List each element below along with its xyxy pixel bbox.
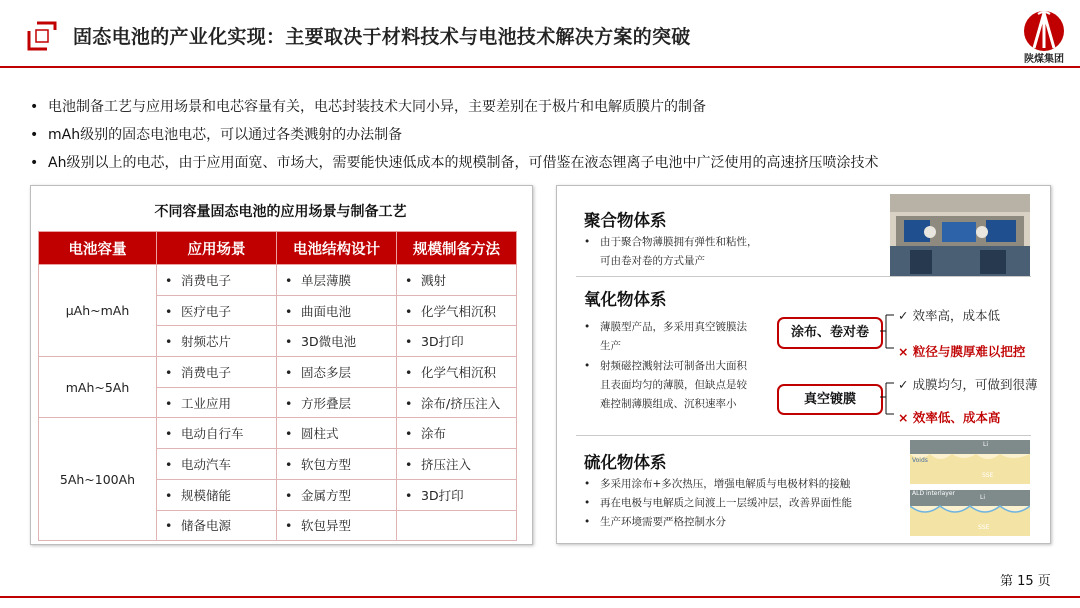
method-cell: • 化学气相沉积 bbox=[397, 357, 517, 388]
sulfide-section-title: 硫化物体系 bbox=[584, 453, 667, 472]
method-cell: • 涂布/挤压注入 bbox=[397, 387, 517, 418]
method-cell: • 挤压注入 bbox=[397, 449, 517, 480]
battery-spec-table bbox=[38, 231, 517, 541]
oxide-desc-vacuum: • 薄膜型产品，多采用真空镀膜法 生产 bbox=[584, 321, 747, 352]
design-cell: • 圆柱式 bbox=[277, 418, 397, 449]
con-item: × 效率低、成本高 bbox=[898, 410, 1001, 425]
design-cell: • 曲面电池 bbox=[277, 295, 397, 326]
header-divider bbox=[0, 66, 1080, 68]
sse-label: SSE bbox=[978, 524, 990, 531]
design-cell: • 软包异型 bbox=[277, 510, 397, 541]
capacity-cell: μAh~mAh bbox=[39, 265, 157, 357]
design-cell: • 方形叠层 bbox=[277, 387, 397, 418]
scene-cell: • 规模储能 bbox=[157, 479, 277, 510]
polymer-section-title: 聚合物体系 bbox=[584, 211, 667, 230]
sulfide-desc: • 多采用涂布+多次热压，增强电解质与电极材料的接触 • 再在电极与电解质之间渡上一层缓冲层，改善界面性能 • 生产环境需要严格控制水分 bbox=[584, 478, 852, 528]
coating-method-box: 涂布、卷对卷 bbox=[777, 317, 883, 349]
scene-cell: • 电动自行车 bbox=[157, 418, 277, 449]
scene-cell: • 消费电子 bbox=[157, 265, 277, 296]
scene-cell: • 消费电子 bbox=[157, 357, 277, 388]
pro-item: ✓ 成膜均匀，可做到很薄 bbox=[898, 377, 1038, 392]
table-row bbox=[39, 357, 517, 388]
ald-interlayer-image bbox=[910, 490, 1030, 536]
column-header: 电池结构设计 bbox=[277, 232, 397, 265]
scene-cell: • 医疗电子 bbox=[157, 295, 277, 326]
li-label: Li bbox=[983, 441, 989, 448]
column-header: 电池容量 bbox=[39, 232, 157, 265]
check-icon: ✓ bbox=[898, 308, 913, 323]
slide-title: 固态电池的产业化实现：主要取决于材料技术与电池技术解决方案的突破 bbox=[73, 26, 691, 48]
capacity-cell: mAh~5Ah bbox=[39, 357, 157, 418]
bullet-item: • 电池制备工艺与应用场景和电芯容量有关，电芯封装技术大同小异，主要差别在于极片和电解质膜片的制备 bbox=[30, 99, 706, 115]
method-cell: • 化学气相沉积 bbox=[397, 295, 517, 326]
interface-voids-image bbox=[910, 440, 1030, 484]
scene-cell: • 储备电源 bbox=[157, 510, 277, 541]
voids-label: Voids bbox=[912, 457, 928, 464]
bracket-connector-icon bbox=[878, 306, 900, 422]
ald-label: ALD interlayer bbox=[912, 490, 956, 497]
oxide-section-title: 氧化物体系 bbox=[584, 290, 667, 309]
method-cell: • 涂布 bbox=[397, 418, 517, 449]
polymer-desc: • 由于聚合物薄膜拥有弹性和粘性， 可由卷对卷的方式量产 bbox=[584, 236, 758, 267]
column-header: 应用场景 bbox=[157, 232, 277, 265]
cross-icon: × bbox=[898, 410, 913, 425]
check-icon: ✓ bbox=[898, 377, 913, 392]
column-header: 规模制备方法 bbox=[397, 232, 517, 265]
method-cell: • 3D打印 bbox=[397, 326, 517, 357]
cross-icon: × bbox=[898, 344, 913, 359]
method-cell: • 3D打印 bbox=[397, 479, 517, 510]
roll-to-roll-machine-photo bbox=[890, 194, 1030, 276]
table-row bbox=[39, 418, 517, 449]
oxide-desc-sputter: • 射频磁控溅射法可制备出大面积 且表面均匀的薄膜，但缺点是较 难控制薄膜组成、沉积速率小 bbox=[584, 360, 747, 410]
method-cell: • 溅射 bbox=[397, 265, 517, 296]
scene-cell: • 电动汽车 bbox=[157, 449, 277, 480]
con-item: × 粒径与膜厚难以把控 bbox=[898, 344, 1026, 359]
company-name: 陕煤集团 bbox=[1024, 54, 1064, 65]
sse-label: SSE bbox=[982, 472, 994, 479]
design-cell: • 固态多层 bbox=[277, 357, 397, 388]
method-cell bbox=[397, 510, 517, 541]
scene-cell: • 射频芯片 bbox=[157, 326, 277, 357]
table-header-row bbox=[39, 232, 517, 265]
page-number: 第 15 页 bbox=[1000, 574, 1051, 589]
footer-divider bbox=[0, 596, 1080, 598]
design-cell: • 单层薄膜 bbox=[277, 265, 397, 296]
design-cell: • 软包方型 bbox=[277, 449, 397, 480]
pro-item: ✓ 效率高，成本低 bbox=[898, 308, 1000, 323]
bullet-item: • mAh级别的固态电池电芯，可以通过各类溅射的办法制备 bbox=[30, 127, 403, 143]
vacuum-method-box: 真空镀膜 bbox=[777, 384, 883, 415]
title-bracket-icon bbox=[27, 21, 57, 51]
scene-cell: • 工业应用 bbox=[157, 387, 277, 418]
table-row bbox=[39, 265, 517, 296]
table-caption: 不同容量固态电池的应用场景与制备工艺 bbox=[154, 204, 407, 220]
design-cell: • 3D微电池 bbox=[277, 326, 397, 357]
section-divider bbox=[576, 276, 1031, 277]
bullet-item: • Ah级别以上的电芯，由于应用面宽、市场大，需要能快速低成本的规模制备，可借鉴在液态锂离子电池中广泛使用的高速挤压喷涂技术 bbox=[30, 155, 879, 171]
design-cell: • 金属方型 bbox=[277, 479, 397, 510]
li-label: Li bbox=[980, 494, 986, 501]
capacity-cell: 5Ah~100Ah bbox=[39, 418, 157, 541]
section-divider bbox=[576, 435, 1031, 436]
voids-illustration bbox=[910, 440, 1030, 484]
